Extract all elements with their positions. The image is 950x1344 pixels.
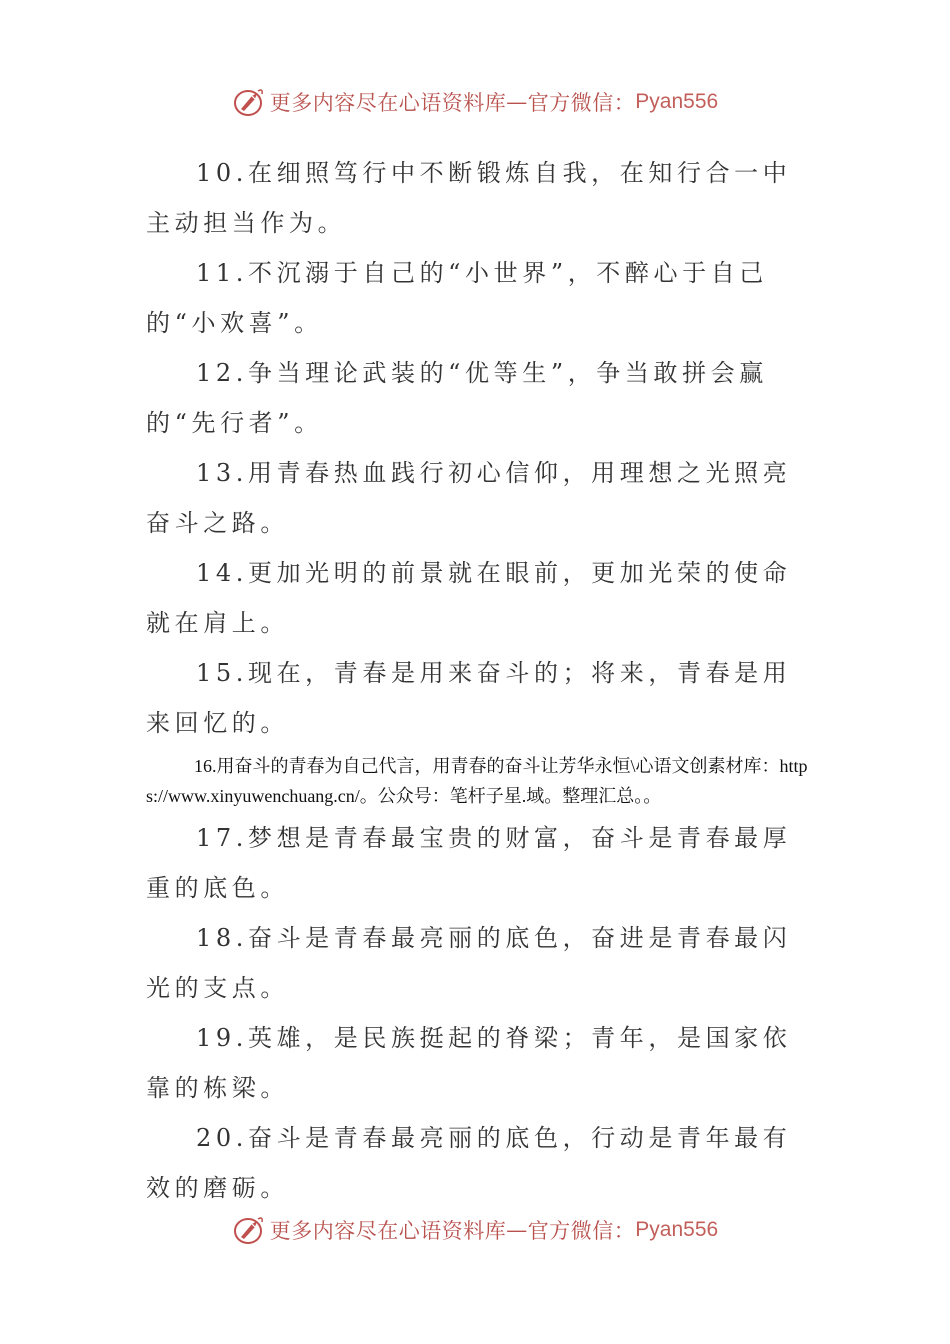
list-item: 18.奋斗是青春最亮丽的底色，奋进是青春最闪光的支点。 bbox=[146, 924, 792, 1002]
footer-title: 更多内容尽在心语资料库 bbox=[269, 1219, 507, 1243]
footer-wechat-id: Pyan556 bbox=[635, 1218, 719, 1241]
list-item-watermark: 16.用奋斗的青春为自己代言，用青春的奋斗让芳华永恒\心语文创素材库：https://www.xinyuwenchuang.cn/。公众号：笔杆子星.域。整理汇总。。 bbox=[146, 756, 808, 806]
page-footer bbox=[0, 1210, 950, 1250]
pen-nib-logo-icon bbox=[232, 1213, 266, 1247]
list-item: 14.更加光明的前景就在眼前，更加光荣的使命就在肩上。 bbox=[146, 559, 792, 637]
list-item: 13.用青春热血践行初心信仰，用理想之光照亮奋斗之路。 bbox=[146, 459, 792, 537]
banner-wechat-label: 官方微信： bbox=[527, 91, 636, 115]
list-item: 11.不沉溺于自己的“小世界”，不醉心于自己的“小欢喜”。 bbox=[146, 259, 768, 337]
banner-wechat-id: Pyan556 bbox=[635, 90, 719, 113]
banner-separator: — bbox=[506, 90, 528, 114]
list-item: 17.梦想是青春最宝贵的财富，奋斗是青春最厚重的底色。 bbox=[146, 824, 792, 902]
footer-separator: — bbox=[506, 1218, 528, 1242]
list-item: 12.争当理论武装的“优等生”，争当敢拼会赢的“先行者”。 bbox=[146, 359, 768, 437]
slogan-list bbox=[146, 148, 810, 1213]
list-item: 10.在细照笃行中不断锻炼自我，在知行合一中主动担当作为。 bbox=[146, 159, 792, 237]
list-item: 15.现在，青春是用来奋斗的；将来，青春是用来回忆的。 bbox=[146, 659, 792, 737]
footer-wechat-label: 官方微信： bbox=[527, 1219, 636, 1243]
list-item: 19.英雄，是民族挺起的脊梁；青年，是国家依靠的栋梁。 bbox=[146, 1024, 792, 1102]
pen-nib-logo-icon bbox=[232, 85, 266, 119]
banner-title: 更多内容尽在心语资料库 bbox=[269, 91, 507, 115]
page-header bbox=[0, 82, 950, 122]
list-item: 20.奋斗是青春最亮丽的底色，行动是青年最有效的磨砺。 bbox=[146, 1124, 792, 1202]
